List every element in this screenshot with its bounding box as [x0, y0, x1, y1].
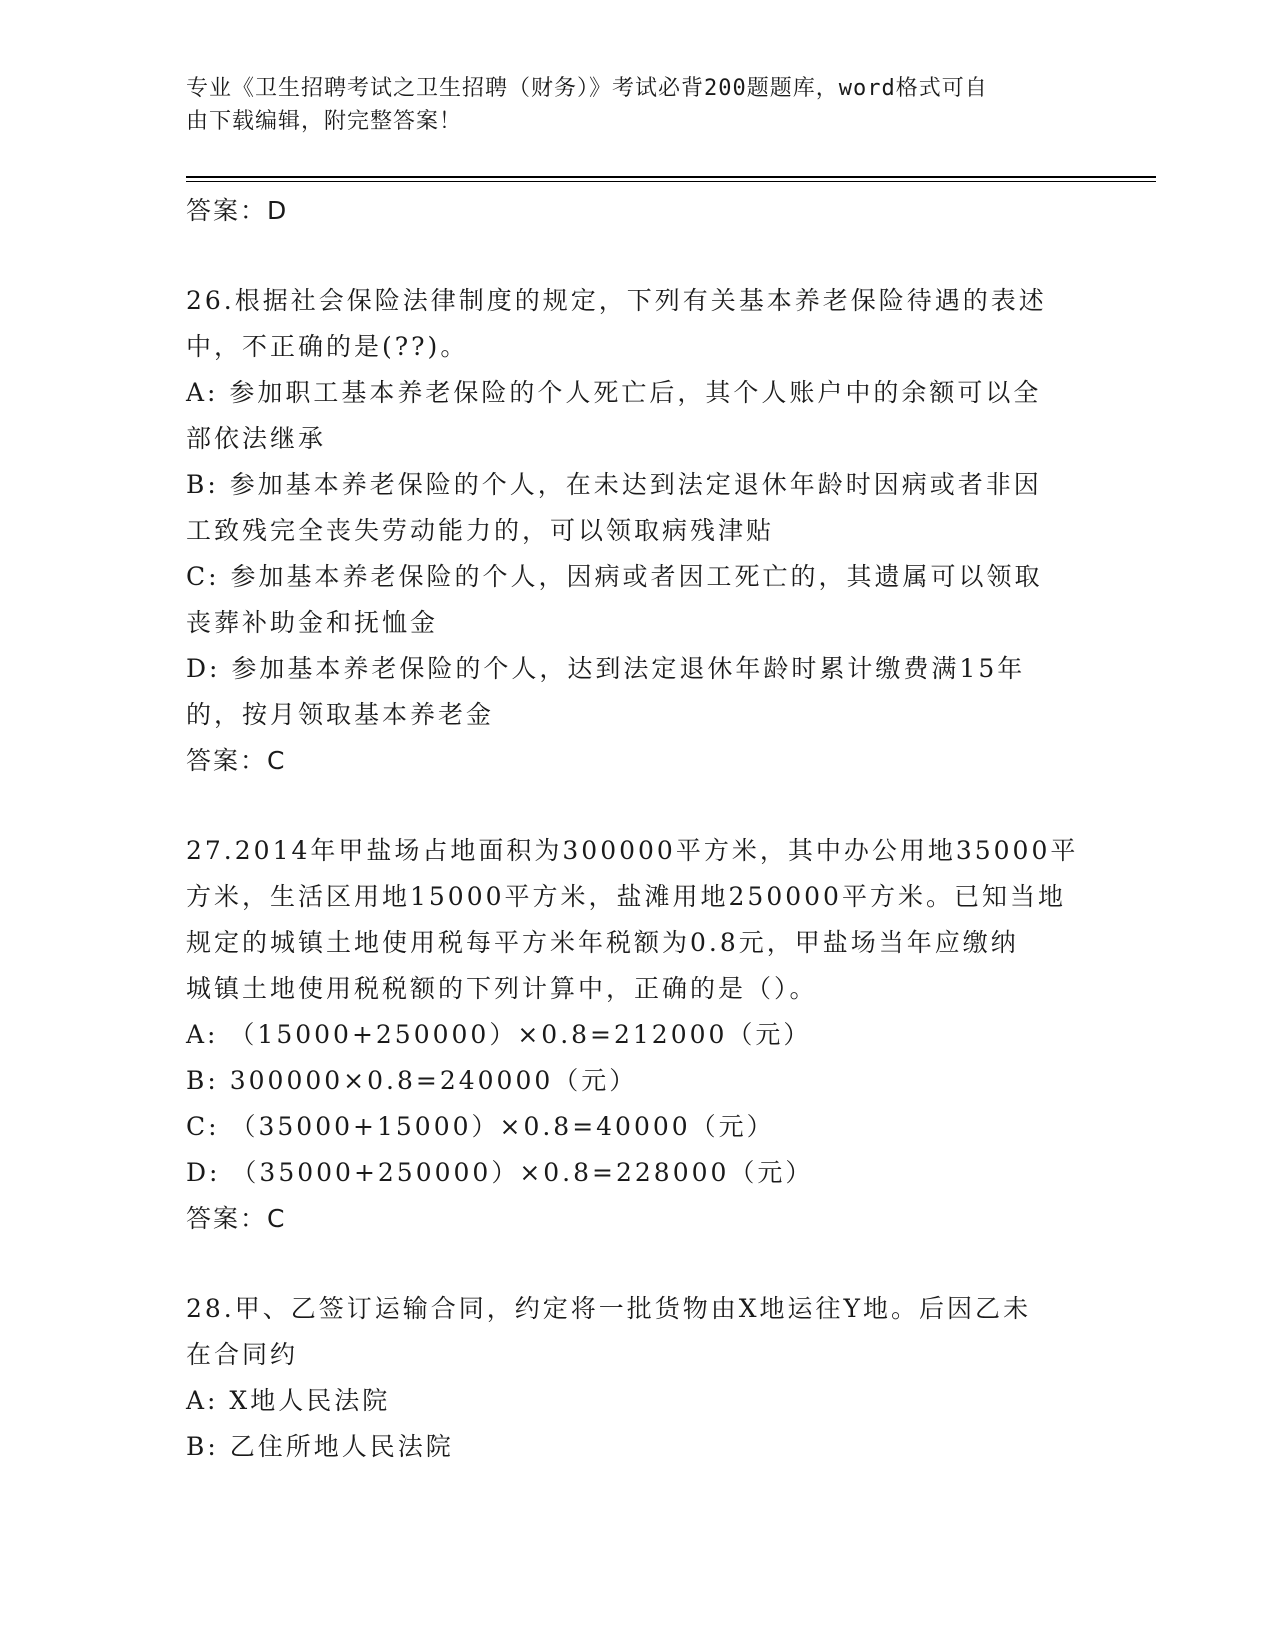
question-28-option-b: B: 乙住所地人民法院	[186, 1432, 454, 1461]
question-27-option-a: A: （15000+250000）×0.8=212000（元）	[186, 1020, 812, 1049]
spacer	[186, 784, 1086, 828]
question-28-option-a: A: X地人民法院	[186, 1386, 391, 1415]
question-26-option-d-line-2: 的，按月领取基本养老金	[186, 700, 495, 729]
question-26-stem-line-1: 26.根据社会保险法律制度的规定，下列有关基本养老保险待遇的表述	[186, 286, 1047, 315]
header-divider-thick	[186, 176, 1156, 178]
question-26-answer: 答案：C	[186, 746, 287, 775]
question-26-option-a-line-1: A: 参加职工基本养老保险的个人死亡后，其个人账户中的余额可以全	[186, 378, 1042, 407]
document-body	[186, 188, 1086, 1470]
question-28	[186, 1286, 1086, 1470]
question-26-option-c-line-1: C: 参加基本养老保险的个人，因病或者因工死亡的，其遗属可以领取	[186, 562, 1043, 591]
question-27-stem-line-1: 27.2014年甲盐场占地面积为300000平方米，其中办公用地35000平	[186, 836, 1079, 865]
question-27-answer: 答案：C	[186, 1204, 287, 1233]
question-28-stem-line-2: 在合同约	[186, 1340, 299, 1369]
answer-25: 答案：D	[186, 196, 289, 225]
header-divider-thin	[186, 181, 1156, 182]
question-28-stem-line-1: 28.甲、乙签订运输合同，约定将一批货物由X地运往Y地。后因乙未	[186, 1294, 1032, 1323]
question-26-option-a-line-2: 部依法继承	[186, 424, 327, 453]
question-27-option-b: B: 300000×0.8=240000（元）	[186, 1066, 638, 1095]
question-27-stem-line-2: 方米，生活区用地15000平方米，盐滩用地250000平方米。已知当地	[186, 882, 1066, 911]
header-line-1: 专业《卫生招聘考试之卫生招聘（财务）》考试必背200题题库，word格式可自	[186, 76, 988, 101]
question-26-option-b-line-2: 工致残完全丧失劳动能力的，可以领取病残津贴	[186, 516, 775, 545]
spacer	[186, 1242, 1086, 1286]
question-26	[186, 278, 1086, 784]
question-26-option-b-line-1: B: 参加基本养老保险的个人，在未达到法定退休年龄时因病或者非因	[186, 470, 1042, 499]
question-27-stem-line-4: 城镇土地使用税税额的下列计算中，正确的是（）。	[186, 974, 818, 1003]
question-27	[186, 828, 1086, 1242]
question-26-stem-line-2: 中，不正确的是(??)。	[186, 332, 469, 361]
question-27-option-c: C: （35000+15000）×0.8=40000（元）	[186, 1112, 775, 1141]
page-header	[186, 72, 1066, 138]
header-line-2: 由下载编辑，附完整答案！	[186, 109, 463, 134]
spacer	[186, 234, 1086, 278]
question-26-option-d-line-1: D: 参加基本养老保险的个人，达到法定退休年龄时累计缴费满15年	[186, 654, 1026, 683]
question-27-stem-line-3: 规定的城镇土地使用税每平方米年税额为0.8元，甲盐场当年应缴纳	[186, 928, 1019, 957]
question-26-option-c-line-2: 丧葬补助金和抚恤金	[186, 608, 439, 637]
question-27-option-d: D: （35000+250000）×0.8=228000（元）	[186, 1158, 814, 1187]
